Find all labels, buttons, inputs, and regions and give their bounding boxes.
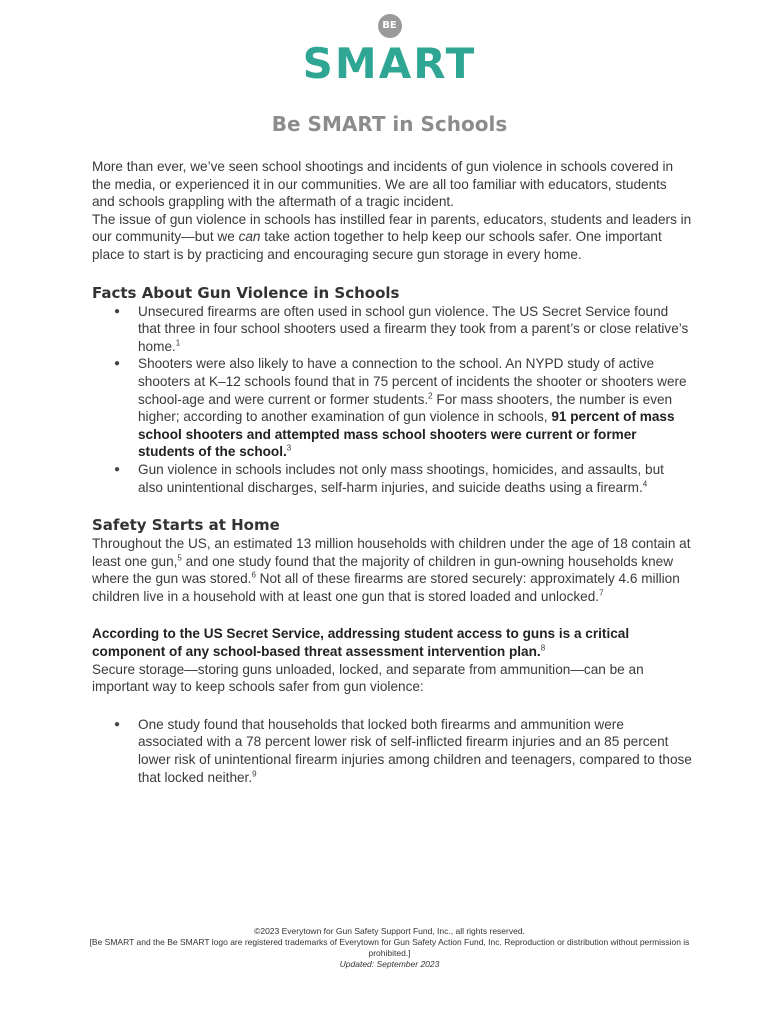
list-item: ● Shooters were also likely to have a connection to the school. An NYPD study of active shooters at K–12 schools found that in 75 percent of incidents the shooter or shooters were school-age and were current or former students.$^2$ For mass shooters, the number is even higher; according to another examination of gun violence in schools, 91 percent of mass school shooters and attempted mass school shooters were current or former students of the school.$^3$ <box>138 355 692 461</box>
home-heading: Safety Starts at Home <box>92 516 280 535</box>
copyright-line: ©2023 Everytown for Gun Safety Support Fund, Inc., all rights reserved. <box>254 926 525 936</box>
list-item: ● One study found that households that locked both firearms and ammunition were associated with a 78 percent lower risk of self-inflicted firearm injuries and an 85 percent lower risk of unintentional firearm injuries among children and teenagers, compared to those that locked neither.$^9$ <box>138 716 692 786</box>
smart-wordmark: SMART <box>302 39 477 88</box>
secure-storage-paragraph: Secure storage—storing guns unloaded, locked, and separate from ammunition—can be an important way to keep schools safer from gun violence: <box>92 661 644 695</box>
home-paragraph: Throughout the US, an estimated 13 million households with children under the age of 18 contain at least one gun,$^5$ and one study found that the majority of children in gun-owning households knew where the gun was stored.$^6$ Not all of these firearms are stored securely: approximately 4.6 million children live in a household with at least one gun that is stored loaded and unlocked.$^7$ <box>92 536 691 604</box>
facts-heading: Facts About Gun Violence in Schools <box>92 283 400 302</box>
facts-list <box>92 303 692 497</box>
trademark-line: [Be SMART and the Be SMART logo are registered trademarks of Everytown for Gun Safety Action Fund, Inc. Reproduction or distribution without permission is prohibited.] <box>89 937 690 958</box>
intro-paragraph-1: More than ever, we’ve seen school shootings and incidents of gun violence in schools covered in the media, or experienced it in our communities. We are all too familiar with educators, students and schools grappling with the aftermath of a tragic incident. <box>92 159 674 210</box>
intro-paragraph-2: The issue of gun violence in schools has instilled fear in parents, educators, students and leaders in our community—but we can take action together to help keep our schools safer. One important place to start is by practicing and encouraging secure gun storage in every home. <box>92 211 692 262</box>
be-smart-logo <box>0 14 779 88</box>
secret-service-statement: According to the US Secret Service, addressing student access to guns is a critical component of any school-based threat assessment intervention plan.$^8$ <box>92 626 630 660</box>
storage-list <box>92 716 692 786</box>
document-body <box>92 158 692 786</box>
footer <box>80 926 699 970</box>
page-title: Be SMART in Schools <box>271 112 508 136</box>
list-item: ● Gun violence in schools includes not only mass shootings, homicides, and assaults, but also unintentional discharges, self-harm injuries, and suicide deaths using a firearm.$^4$ <box>138 461 692 496</box>
list-item: ● Unsecured firearms are often used in school gun violence. The US Secret Service found that three in four school shooters used a firearm they took from a parent’s or close relative’s home.$^1$ <box>138 303 692 356</box>
be-badge: BE <box>378 14 402 38</box>
updated-date: Updated: September 2023 <box>339 959 440 969</box>
